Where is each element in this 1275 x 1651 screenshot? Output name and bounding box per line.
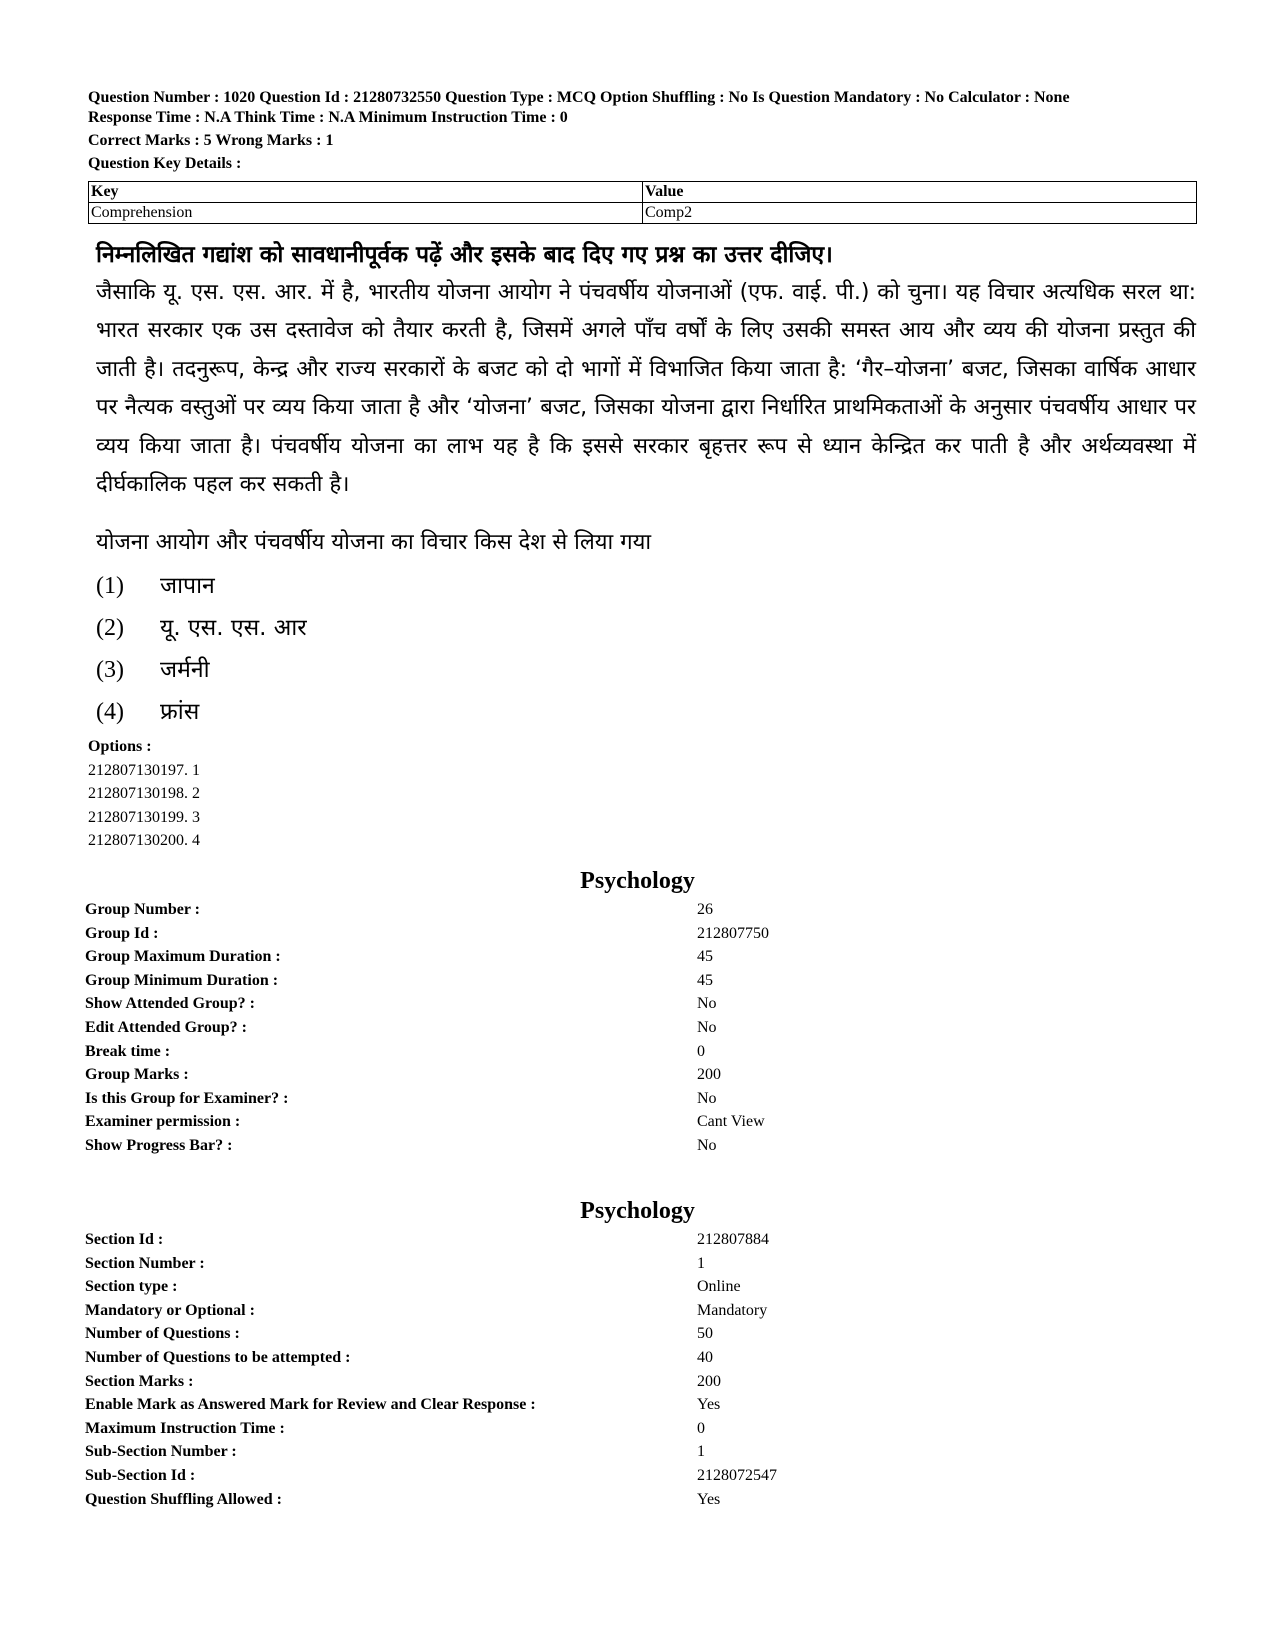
detail-key: Section Id : [85,1231,164,1248]
detail-key: Question Shuffling Allowed : [85,1490,282,1508]
detail-row [85,1275,1195,1299]
question-text: योजना आयोग और पंचवर्षीय योजना का विचार किस देश से लिया गया [96,530,652,555]
choice-number: (2) [96,615,124,641]
detail-row [85,1440,1195,1464]
detail-value: 200 [697,1372,721,1390]
detail-row [85,969,1195,993]
choice-label: जर्मनी [160,657,210,683]
detail-value: Yes [697,1490,721,1508]
detail-row [85,1464,1195,1488]
detail-key: Show Progress Bar? : [85,1136,233,1154]
detail-row [85,945,1195,969]
detail-key: Break time : [85,1042,171,1060]
detail-value: 212807750 [697,924,769,942]
detail-row [85,1322,1195,1346]
detail-row [85,922,1195,946]
section-title: Psychology [580,1198,695,1224]
detail-value: No [697,1089,717,1107]
section-details [85,1228,1195,1511]
detail-value: 2128072547 [697,1466,777,1484]
choice-number: (1) [96,573,124,599]
detail-value: Cant View [697,1113,765,1131]
choice-label: यू. एस. एस. आर [160,615,307,641]
detail-row [85,992,1195,1016]
passage-text: जैसाकि यू. एस. एस. आर. में है, भारतीय योजना आयोग ने पंचवर्षीय योजनाओं (एफ. वाई. पी.) को चुना। यह विचार अत्यधिक सरल था: भारत सरकार एक उस दस्तावेज को तैयार करती है, जिसमें अगले पाँच वर्षों के लिए उसकी समस्त आय और व्यय की योजना प्रस्तुत की जाती है। तदनुरूप, केन्द्र और राज्य सरकारों के बजट को दो भागों में विभाजित किया जाता है: ‘गैर–योजना’ बजट, जिसका वार्षिक आधार पर नैत्यक वस्तुओं पर व्यय किया जाता है और ‘योजना’ बजट, जिसका योजना द्वारा निर्धारित प्राथमिकताओं के अनुसार पंचवर्षीय आधार पर व्यय किया जाता है। पंचवर्षीय योजना का लाभ यह है कि इससे सरकार बृहत्तर रूप से ध्यान केन्द्रित कर पाती है और अर्थव्यवस्था में दीर्घकालिक पहल कर सकती है। [96,280,1196,498]
detail-row [85,1393,1195,1417]
detail-value: 0 [697,1419,705,1437]
detail-key: Sub-Section Id : [85,1466,196,1484]
options-label: Options : [88,738,152,755]
detail-value: No [697,1018,717,1036]
detail-value: 45 [697,971,713,989]
detail-row [85,1299,1195,1323]
option-id: 212807130197. 1 [88,761,200,779]
question-key-table [88,181,1197,224]
detail-row [85,1346,1195,1370]
question-meta [88,88,1198,174]
detail-key: Group Minimum Duration : [85,971,279,989]
detail-row [85,1016,1195,1040]
option-id: 212807130199. 3 [88,808,200,826]
detail-value: 40 [697,1348,713,1366]
detail-key: Group Marks : [85,1066,189,1084]
detail-value: No [697,1136,717,1154]
detail-key: Section Marks : [85,1372,194,1390]
meta-line-timing: Response Time : N.A Think Time : N.A Minimum Instruction Time : 0 [88,109,568,126]
detail-value: 0 [697,1042,705,1060]
detail-row [85,1087,1195,1111]
choice-number: (4) [96,699,124,725]
detail-key: Mandatory or Optional : [85,1301,255,1319]
choice-label: जापान [160,573,215,599]
detail-key: Section type : [85,1278,178,1296]
table-header-value: Value [643,182,1197,203]
detail-row [85,1110,1195,1134]
table-cell-value: Comp2 [643,203,1197,224]
detail-value: 1 [697,1443,705,1461]
table-header-row [89,182,1197,203]
options-list [88,735,200,853]
detail-row [85,898,1195,922]
detail-row [85,1040,1195,1064]
detail-key: Show Attended Group? : [85,995,255,1013]
detail-value: 45 [697,948,713,966]
detail-row [85,1252,1195,1276]
detail-key: Number of Questions to be attempted : [85,1348,351,1366]
choice-number: (3) [96,657,124,683]
detail-row [85,1134,1195,1158]
detail-key: Maximum Instruction Time : [85,1419,285,1437]
detail-value: No [697,995,717,1013]
detail-row [85,1228,1195,1252]
answer-choice [96,565,307,607]
detail-row [85,1417,1195,1441]
detail-key: Is this Group for Examiner? : [85,1089,289,1107]
answer-choice [96,607,307,649]
detail-value: Mandatory [697,1301,768,1319]
detail-row [85,1063,1195,1087]
detail-value: Yes [697,1396,721,1414]
detail-key: Edit Attended Group? : [85,1018,247,1036]
meta-line-key-details: Question Key Details : [88,155,242,172]
detail-value: Online [697,1278,741,1296]
table-row [89,203,1197,224]
detail-row [85,1370,1195,1394]
group-details [85,898,1195,1158]
answer-choices [96,565,307,733]
detail-key: Enable Mark as Answered Mark for Review and Clear Response : [85,1396,536,1414]
option-id: 212807130200. 4 [88,832,200,849]
detail-value: 50 [697,1325,713,1343]
table-cell-key: Comprehension [89,203,643,224]
detail-value: 1 [697,1254,705,1272]
detail-key: Group Maximum Duration : [85,948,281,966]
detail-row [85,1488,1195,1512]
option-id: 212807130198. 2 [88,785,200,802]
group-title: Psychology [580,868,695,894]
detail-key: Group Id : [85,924,159,942]
detail-value: 26 [697,901,713,918]
detail-key: Number of Questions : [85,1325,240,1343]
answer-choice [96,649,307,691]
table-header-key: Key [89,182,643,203]
detail-key: Sub-Section Number : [85,1443,237,1461]
choice-label: फ्रांस [160,699,200,725]
passage-instruction: निम्नलिखित गद्यांश को सावधानीपूर्वक पढ़ें और इसके बाद दिए गए प्रश्न का उत्तर दीजिए। [96,242,833,268]
meta-line-marks: Correct Marks : 5 Wrong Marks : 1 [88,132,334,149]
detail-key: Group Number : [85,901,200,918]
detail-value: 212807884 [697,1231,769,1248]
detail-value: 200 [697,1066,721,1084]
meta-line-question-info: Question Number : 1020 Question Id : 21280732550 Question Type : MCQ Option Shuffling : No Is Question Mandatory : No Calculator : None [88,89,1070,106]
answer-choice [96,691,307,733]
comprehension-passage [96,240,1196,504]
detail-key: Examiner permission : [85,1113,241,1131]
detail-key: Section Number : [85,1254,205,1272]
